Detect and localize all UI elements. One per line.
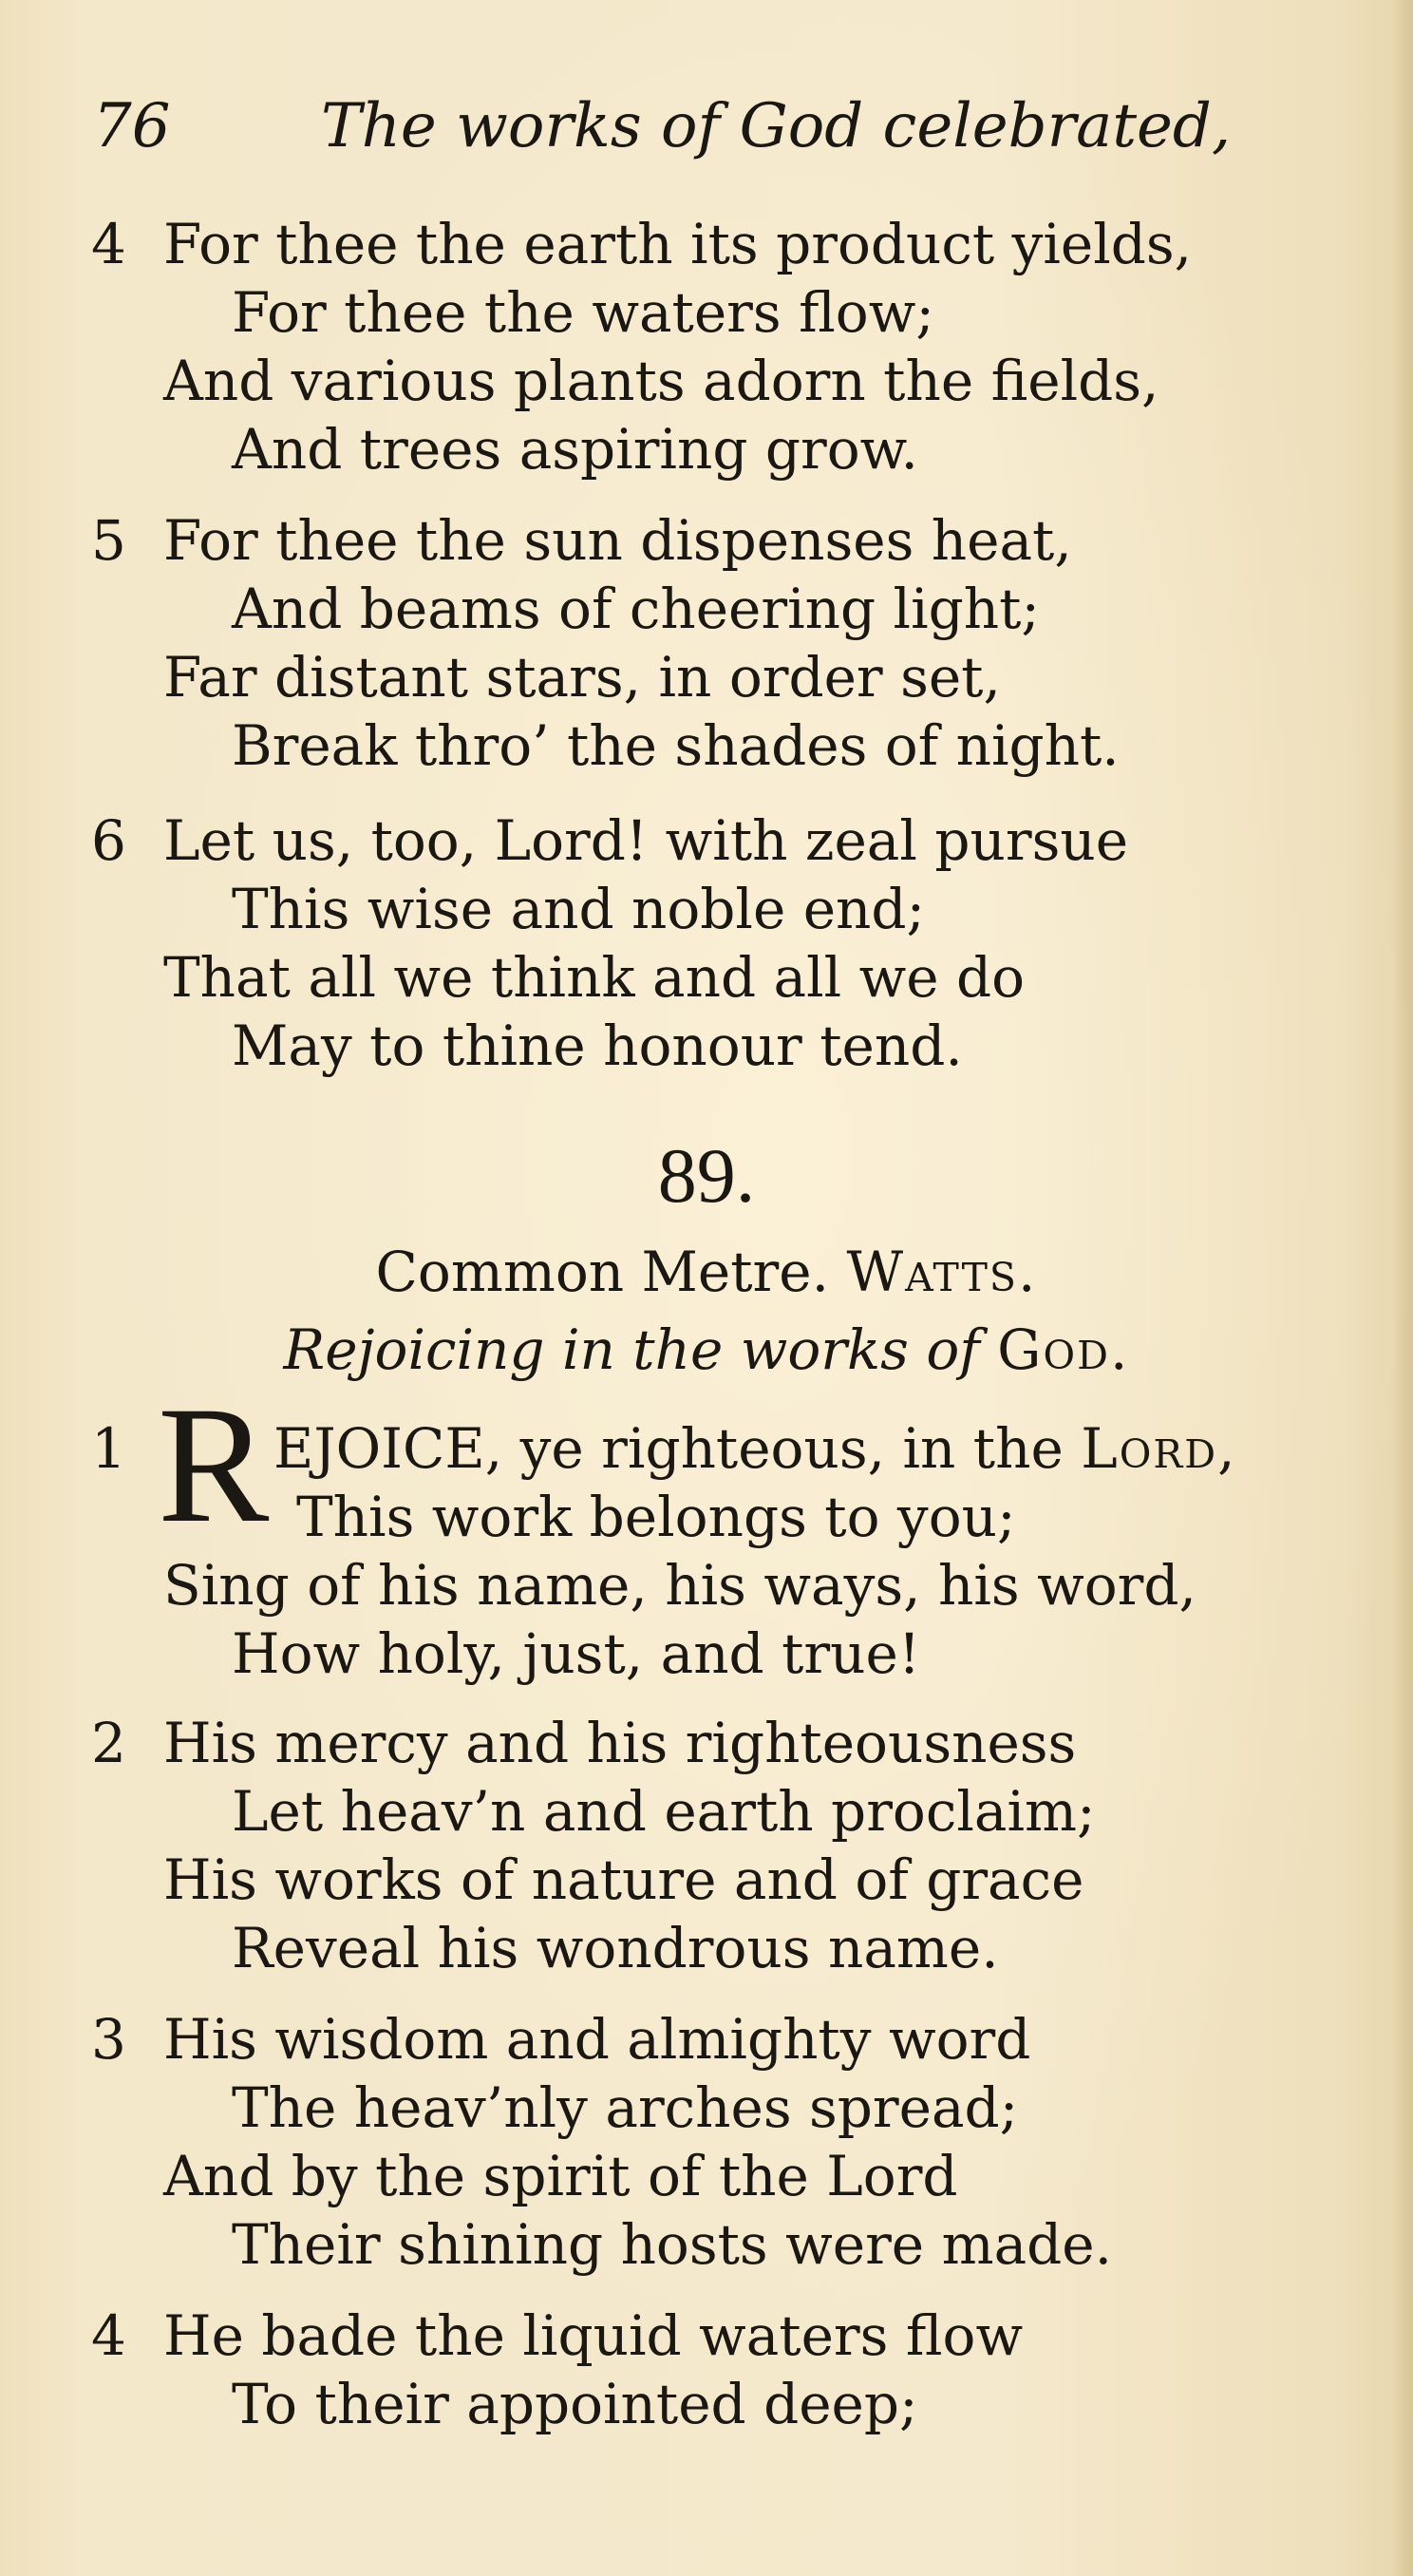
hymn-subtitle-italic: Rejoicing in the works of [283,1317,980,1382]
verse-number: 4 [91,212,126,276]
verse-number: 5 [91,508,126,573]
verse-line: Break thro’ the shades of night. [232,713,1120,778]
verse-line: Reveal his wondrous name. [232,1916,999,1980]
running-title: The works of God celebrated, [321,91,1232,161]
verse-number: 4 [91,2303,126,2368]
verse-line: His works of nature and of grace [163,1847,1084,1912]
drop-cap: R [158,1373,270,1558]
verse-line: Sing of his name, his ways, his word, [163,1553,1196,1618]
verse-line: And beams of cheering light; [232,577,1040,641]
verse-number: 6 [91,808,126,873]
verse-line: His wisdom and almighty word [163,2007,1031,2072]
hymn-number: 89. [657,1132,756,1219]
verse-line: For thee the sun dispenses heat, [163,508,1072,573]
verse-line [273,1411,1237,1486]
verse-line: For thee the waters flow; [232,280,934,345]
verse-line-text: EJOICE, ye righteous, in the [273,1416,1064,1481]
verse-line: Far distant stars, in order set, [163,645,1001,710]
verse-line: And trees aspiring grow. [232,417,918,482]
verse-line: To their appointed deep; [232,2372,918,2436]
verse-line: He bade the liquid waters flow [163,2303,1024,2368]
hymn-metre-author [0,1235,1413,1309]
verse-line: Let heav’n and earth proclaim; [232,1779,1096,1844]
verse-number: 2 [91,1711,126,1775]
verse-line: May to thine honour tend. [232,1013,963,1078]
verse-line: His mercy and his righteousness [163,1711,1077,1775]
verse-line: This wise and noble end; [232,877,926,941]
hymn-subtitle-caps: God. [997,1317,1130,1382]
verse-line: And by the spirit of the Lord [163,2144,958,2208]
verse-number: 1 [91,1416,126,1481]
verse-line-caps: Lord, [1081,1416,1237,1481]
verse-number: 3 [91,2007,126,2072]
hymn-author: Watts. [846,1240,1038,1304]
hymn-metre: Common Metre. [375,1240,830,1304]
verse-line: The heav’nly arches spread; [232,2075,1019,2140]
verse-line: And various plants adorn the fields, [163,349,1159,413]
verse-line: This work belongs to you; [296,1485,1016,1549]
verse-line: Let us, too, Lord! with zeal pursue [163,808,1129,873]
verse-line: That all we think and all we do [163,945,1026,1010]
page-number: 76 [93,91,171,161]
verse-line: Their shining hosts were made. [232,2212,1113,2277]
verse-line: For thee the earth its product yields, [163,212,1193,276]
verse-line: How holy, just, and true! [232,1621,921,1686]
